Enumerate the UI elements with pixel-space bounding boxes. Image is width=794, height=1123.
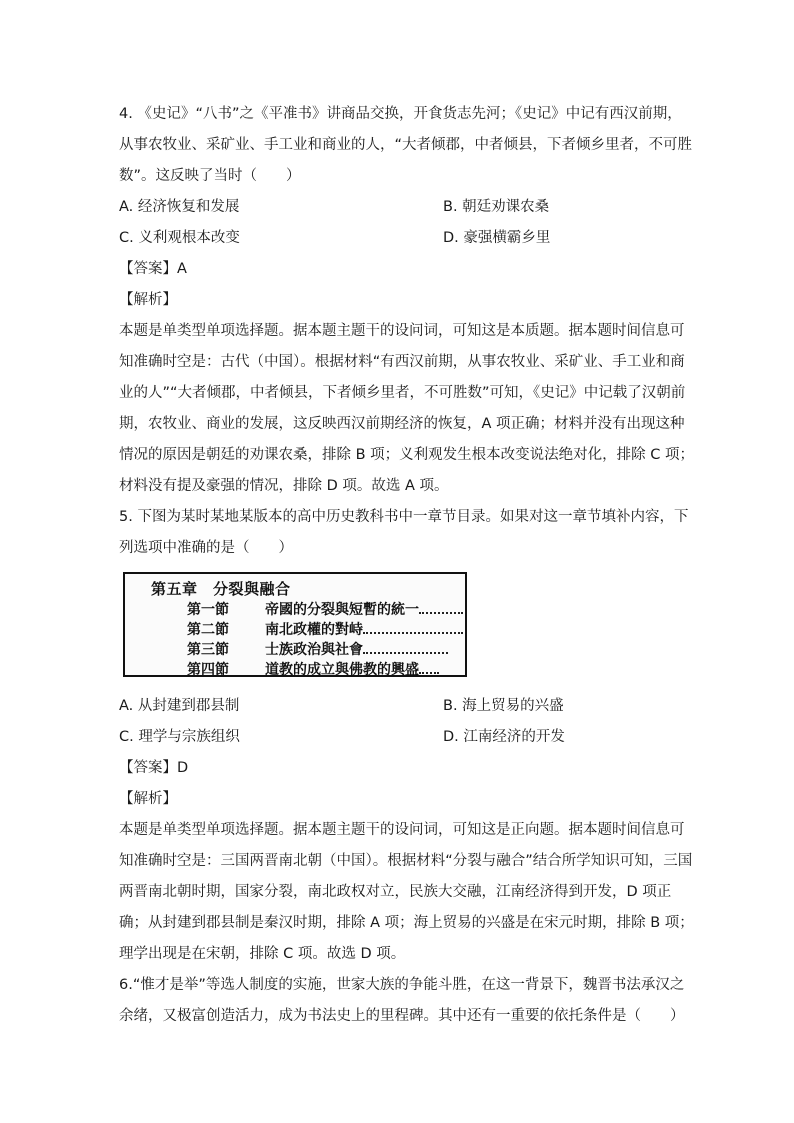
toc-leader-dots <box>363 620 463 634</box>
toc-section-number: 第一節 <box>187 602 229 618</box>
toc-section-title: 士族政治與社會 <box>265 642 363 658</box>
q5-option-b: B. 海上贸易的兴盛 <box>443 698 564 714</box>
q4-analysis-line-2: 知准确时空是：古代（中国）。根据材料“有西汉前期，从事农牧业、采矿业、手工业和商 <box>119 354 685 370</box>
q5-analysis-line-4: 确；从封建到郡县制是秦汉时期，排除 A 项；海上贸易的兴盛是在宋元时期，排除 B 项； <box>119 915 694 931</box>
q5-answer: 【答案】D <box>119 760 189 776</box>
q4-analysis-line-3: 业的人”“大者倾郡，中者倾县，下者倾乡里者，不可胜数”可知，《史记》中记载了汉朝前 <box>119 385 686 401</box>
q4-option-b: B. 朝廷劝课农桑 <box>443 199 550 215</box>
q4-analysis-line-5: 情况的原因是朝廷的劝课农桑，排除 B 项；义利观发生根本改变说法绝对化，排除 C 项； <box>119 447 695 463</box>
q5-option-a: A. 从封建到郡县制 <box>119 698 240 714</box>
q4-analysis-line-1: 本题是单类型单项选择题。据本题主题干的设问词，可知这是本质题。据本题时间信息可 <box>119 323 685 339</box>
toc-section-number: 第二節 <box>187 622 229 638</box>
q4-stem-line-3: 数”。这反映了当时（ ） <box>119 168 301 184</box>
q5-analysis-title: 【解析】 <box>119 791 177 807</box>
toc-row <box>187 639 448 659</box>
toc-chapter-title: 第五章 分裂與融合 <box>151 580 291 598</box>
q4-stem-line-2: 从事农牧业、采矿业、手工业和商业的人，“大者倾郡，中者倾县，下者倾乡里者，不可胜 <box>119 137 693 153</box>
q5-analysis-line-5: 理学出现是在宋朝，排除 C 项。故选 D 项。 <box>119 946 406 962</box>
toc-leader-dots <box>419 600 463 614</box>
toc-section-number: 第三節 <box>187 642 229 658</box>
q5-option-c: C. 理学与宗族组织 <box>119 729 240 745</box>
q5-stem-line-2: 列选项中准确的是（ ） <box>119 540 293 556</box>
toc-section-title: 道教的成立與佛教的興盛 <box>265 662 419 678</box>
toc-leader-dots <box>419 660 439 674</box>
toc-section-title: 南北政權的對峙 <box>265 622 363 638</box>
q4-option-d: D. 豪强横霸乡里 <box>443 230 551 246</box>
toc-row <box>187 619 463 639</box>
toc-row <box>187 599 463 619</box>
q5-analysis-line-1: 本题是单类型单项选择题。据本题主题干的设问词，可知这是正向题。据本题时间信息可 <box>119 822 685 838</box>
q5-stem-line-1: 5. 下图为某时某地某版本的高中历史教科书中一章节目录。如果对这一章节填补内容，下 <box>119 509 689 525</box>
q5-analysis-line-3: 两晋南北朝时期，国家分裂，南北政权对立，民族大交融，江南经济得到开发，D 项正 <box>119 884 672 900</box>
toc-section-number: 第四節 <box>187 662 229 678</box>
q6-stem-line-1: 6.“惟才是举”等选人制度的实施，世家大族的争能斗胜，在这一背景下，魏晋书法承汉之 <box>119 977 685 993</box>
q5-option-d: D. 江南经济的开发 <box>443 729 565 745</box>
q4-stem-line-1: 4. 《史记》“八书”之《平准书》讲商品交换，开食货志先河；《史记》中记有西汉前期， <box>119 106 682 122</box>
q4-option-c: C. 义利观根本改变 <box>119 230 240 246</box>
q6-stem-line-2: 余绪，又极富创造活力，成为书法史上的里程碑。其中还有一重要的依托条件是（ ） <box>119 1008 685 1024</box>
q4-answer: 【答案】A <box>119 261 187 277</box>
q5-analysis-line-2: 知准确时空是：三国两晋南北朝（中国）。根据材料“分裂与融合”结合所学知识可知，三国 <box>119 853 693 869</box>
q4-analysis-line-4: 期，农牧业、商业的发展，这反映西汉前期经济的恢复，A 项正确；材料并没有出现这种 <box>119 416 685 432</box>
chapter-toc-image <box>123 572 467 677</box>
q4-option-a: A. 经济恢复和发展 <box>119 199 240 215</box>
toc-row <box>187 659 439 679</box>
toc-section-title: 帝國的分裂與短暫的統一 <box>265 602 419 618</box>
q4-analysis-line-6: 材料没有提及豪强的情况，排除 D 项。故选 A 项。 <box>119 478 449 494</box>
q4-analysis-title: 【解析】 <box>119 292 177 308</box>
toc-leader-dots <box>363 640 448 654</box>
